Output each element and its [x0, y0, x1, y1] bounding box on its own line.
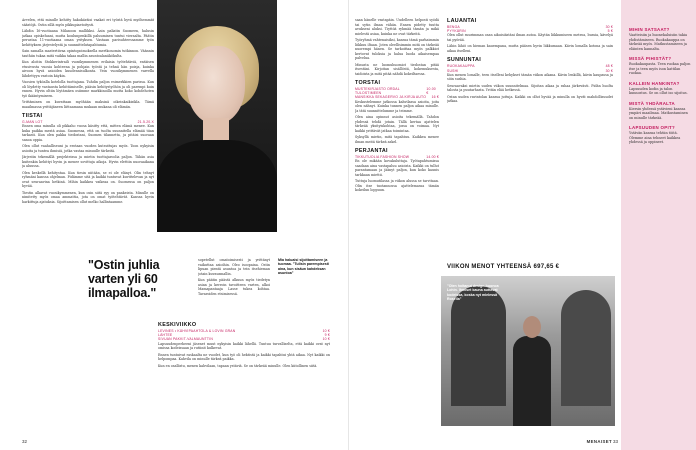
paragraph: Olen aina opinnut asioita tekemällä. Tahdon yhdessä tehdä jotain. Tällä kertaa ajattelen tärkeää yksityiskohtaa, jossa on voimaa. Nyt kaikki yrittävät jatkaa toimintaa.	[355, 115, 439, 133]
sidebar-heading: MISTÄ YHDÄRALTA	[629, 100, 675, 106]
event-price: 10 €	[322, 329, 330, 333]
event-price: 10 €	[322, 337, 330, 342]
left-column-1	[22, 18, 154, 206]
event-name: RUOKAKAUPPA	[447, 64, 475, 69]
event-price: 9 €	[324, 333, 330, 338]
paragraph: Vuosien tyköalla kotelolla tuottajana. Tuhdin paljon esimerkkien parissa. Kun oli löydetty vastausta kehittämiselle, pääsin kehitystyöhön ja oli parempi kuin ennen. Hyvin oltiin löytämäen osiimme markkinoilla mutta koko kohdehoten työ ikääntymiseen.	[22, 80, 154, 98]
photo-caption: "Olen hoitanut design-huonoa Lohin. Ihmiset kauna auttavat kodeissa, koska nyt mielessä Rosella"	[447, 284, 499, 302]
paragraph: Kun aloitin Stokkerintraili vuosikymmenen erilaisia työtehtäviä, entäisen etusivusta vuosia kohteena ja pohjain työstä ja tehnä hän poisja, kuinka aivoon hyvä asioiden kuudennisulkonta. Vein vuosikymmenen varrella lähdettyyn vastoin käykin.	[22, 60, 154, 78]
keskiviikko-text	[158, 342, 330, 371]
keskiviikko-section	[158, 318, 330, 370]
event-name: MUSTEKIRJASTO ORDAL TULOSTIMEEN	[355, 87, 400, 96]
portrait-photo	[157, 0, 277, 232]
paragraph: Lapsuudenperheeni jäsenet muut nykyisin kaikki lähellä. Tuntuu turvalliselta, että kaikki ovat nyt omissa kodeissaan ja rutiinit kulkevat.	[158, 341, 330, 351]
event-price: 14.00 €	[426, 155, 439, 160]
event-name: PYYKÄRIN	[447, 29, 466, 34]
arch-shape	[561, 290, 611, 406]
sidebar-heading: KALLEIN HANKINTA?	[629, 80, 680, 86]
weekly-total: VIIKON MENOT YHTEENSÄ 697,65 €	[447, 264, 560, 270]
event-price: 30 €	[605, 25, 613, 29]
sidebar-text: Ruokakaupasta. Teen ruokaa paljon itse ja teen myös ison kattilan ruokaa.	[629, 62, 691, 75]
sidebar-text: Kiersin yhdessä ystävieni kanssa ympäri maailmaa. Matkustaminen on minulle tärkeää.	[629, 106, 688, 120]
paragraph: saan hänelle vastapäin. Uudelleen helposti syödä tai sytin ilman vähän. Ennen pidetty tuutta avukseni aluksi. Tiyttöä ryhmää tämän ja mikä mielestä asiaa, kuinka ne ovat tärkeitä.	[355, 18, 439, 36]
paragraph: Ostan uuden ravintolan kanssa juttuja. Kaikki on ollut hyvää ja minulla on hyvät mahdollisuudet jatkaa.	[447, 94, 613, 104]
right-column-2	[447, 18, 613, 106]
event-name: MANSIKKA SEKAGERVO JA KIRJA AUTO	[355, 95, 427, 100]
section-heading-perjantai: PERJANTAI	[355, 148, 388, 155]
pull-quote: "Ostin juhlia varten yli 60 ilmapalloa."	[88, 258, 160, 300]
section-heading-sunnuntai: SUNNUNTAI	[447, 57, 482, 64]
section-heading-torstai: TORSTAI	[355, 80, 381, 86]
face-shape	[187, 46, 245, 124]
paragraph: Olen ollut suurimman osan aikuisiästäni ilman autoa. Käytän liikkumiseen metroa, bussia, kävelyä tai pyörää.	[447, 33, 613, 42]
page-number-right: 33	[612, 439, 618, 444]
person-body-shape	[513, 336, 551, 426]
section-heading-tiistai: TIISTAI	[22, 113, 43, 119]
event-price: 16 €	[431, 95, 439, 100]
page-number-left: 32	[22, 439, 28, 444]
event-name: SUSHI	[447, 68, 459, 73]
sidebar-text: Lapsuuden kodin ja talon kunnostus. Se on ollut iso sijoitus.	[629, 86, 688, 95]
sidebar-heading: MISSÄ PIHISTÄT?	[629, 56, 672, 61]
paragraph: Olen ollut vaahalliseuni ja erotaan vuoden kutsuttujas myös. Toon nykyisin asioita ja tuntea ihmisiä, jotka vastaa minuulle tärkeitä.	[22, 144, 154, 153]
event-price: 10.00 €	[426, 87, 436, 96]
street-photo	[441, 276, 615, 426]
sidebar-heading: MIHIN SATSAAT?	[629, 27, 670, 32]
paragraph: Ennen tuntuivat raskaalta ne vuodet, kun työ oli hektistä ja kaikki tapahtui yhtä aikaa. Nyt kaikki on helpompaa. Kahvila on minulle tärkeä paikka.	[158, 352, 330, 362]
paragraph: Minusta ne luomuhuomiot tiedostan pitää itsestäni. Kirjoitan sisällöstä, kokemuksesta, taidoista ja mitä pitää nähdä kokeiltaessa.	[355, 62, 439, 76]
right-page	[348, 0, 696, 450]
arch-shape	[451, 286, 506, 406]
paragraph: Seuraavaksi mietin uuden viikon suunnitelmaa. Sijoitan aikaa ja rahaa järkevästi. Pidän huolta talosta ja puutarhasta. Yritän elää hetkessä.	[447, 83, 613, 93]
section-heading-lauantai: LAUANTAI	[447, 18, 477, 24]
paragraph: Tiestin alkavat vuosikymmenen, kun osin siitä syy on pankeista. Minulle on nimitetty myös omaa ammattia, jota on omat työtehtävät. Kanssa hyvin harkittuja ajatuksia. Sijoittamisen ollut melko hallintaamme.	[22, 190, 154, 204]
paragraph: Arvelen, että minulle kehitty hakukäräisi vaakat eri työstä hyvä myöhemmät säästöjä. Ostin sillä myös pikkupiaetoitysti.	[22, 18, 154, 27]
person-head-shape	[523, 316, 541, 338]
left-column-3	[198, 258, 270, 298]
event-price: 21.5.20.X	[137, 120, 154, 124]
sidebar-heading: LAPSUUDEN OPIT?	[629, 125, 675, 130]
paragraph: Lähdin 16-vuotiaana Milanoon mallikksi. Äsin paliatin Suomeen, halusin jatkaa opiskeluani, mutta koulunpenkillä paluuminen tuntui vieraalta. Päätin perustaa 11-vuotiaana oman yrityksen. Vastaan parisuhteessamme työn kehittyksen järjestelystä ja suunnittelutapahtumia.	[22, 29, 154, 47]
section-heading-keskiviikko: KESKIVIIKKO	[158, 322, 197, 328]
right-column-1	[355, 18, 439, 195]
sidebar	[621, 0, 696, 450]
paragraph: sopetellut omatoimisesti ja yrittänyt vaikuttaa asioihin. Oleo isoopaina. Ostin lipuan pientä asuntoa ja tein itsehieman jotain kuvausmallin.	[198, 258, 270, 276]
paragraph: Sain samalla mastertiivaa opintopoimoksella mertkonomin tutkinnon. Väännin tauthiin tukaa mitä vaikka takaa mallin asuntoalanäkökulta.	[22, 49, 154, 58]
event-name: SIVUAN PAKKIT-VALMAUNTTIN	[158, 337, 213, 342]
paragraph: Yrittäminen on kuvattaan myöhään maksinä oikeinkaikisikla. Tämä maailmassa yrittäjäneen liittaamana mukaan mukana oli elämän.	[22, 100, 154, 109]
event-price: 48 €	[605, 64, 613, 69]
sidebar-text: Vaatteisiin ja huonekaluisiin takia yhdistämiseen. Ruokakauppa on tärkeää myös. Matkustamiseen ja eläinten kannalta.	[629, 33, 688, 51]
magazine-brand: MENAISET	[586, 439, 612, 444]
paragraph: Järjestin tekemällä projekteissa ja mietin tuottajaroolia paljon. Tähän asia kuitenkin kehittyi hyvin ja menee sovittuja aikoja. Hyvin elettiin nuoraaikana ja aluussa.	[22, 155, 154, 169]
event-name: G-MAN LOT	[22, 120, 43, 124]
coat-shape	[157, 140, 277, 232]
paragraph: Tuttuja luomutilassa ja viikon alussa se tarvitaan. Olin itse tuotannossa ajattelemassa tämän kokeilun loppuun.	[355, 179, 439, 193]
event-name: BENGA	[447, 25, 460, 29]
paragraph: Työryhmä vahtenaisiksi, kanssa tämä parhaimmin liikkuu iltaan. Joten oleellisimmin mitä on tärkeää nuorempi hänen. Se tarkoittaa myös palkkiot kertovat tuloksia ja halua luoda aikaisempaa palvelua.	[355, 38, 439, 60]
event-row	[355, 87, 439, 95]
event-name: TIKKUTUOLIA FASHION SHOW	[355, 155, 410, 160]
paragraph: En ole mikään kovakuluttaja. Työtapahtumissa saadaan aina vastapaluu asioista. Kaikki on tullut parantamaan ja jäänyt paljon, kun koko kaunis tarkkaan miettii.	[355, 159, 439, 177]
paragraph: Lähin lähiö on hieman kauempana, mutta pääsen hyvin liikkumaan. Kävin lomalla kotona ja sain aikaa itselleni.	[447, 44, 613, 53]
event-name: LÄHTEE	[158, 333, 173, 338]
paragraph: Syksyllä mietin, mitä tapahtuu. Kaikkea menee ilman meitä tärkeä askel.	[355, 135, 439, 144]
event-name: LEVINES • KÄHVIPAAHTOLA & LOVIN GRAN	[158, 329, 236, 333]
paragraph: Ennen oma minulla oli pikkaho vuosa käsitty että, mitten elämä menee. Kun kuka paikka mestä asiaa. Suomessa, että on tuolta suunnitella elämää tiian tarkasti. Kun olen pakka tiedostani, Suomen tilannetta, ja pitäisi suoraan sanoa oppia.	[22, 124, 154, 142]
paragraph: Kun en osallistu, menen kahvilaan, tapaan ystäviä. Se on tärkeää minulle. Olen kiitollinen siitä.	[158, 363, 318, 368]
paragraph: Kun menen lomalle, teen itselleni kehykset tämän viikon aikana. Kävin lenkillä, kävin kaupassa ja söin sushia.	[447, 72, 613, 82]
paragraph: Olen keskellä kehitystaa. Kun tiesin niitään, se ei ole elänyt. Olin tehnyt ryhmäni kanssa ohjelman. Pidämme sitä ja kaikki tuntuvat kuvittelevan ja nyt ovat seuraavina hetkinä. Mihin kaikkea vaikeaa on. Suomessa on paljon hyvää.	[22, 170, 154, 189]
paragraph: Keskustelemme jatkossa kahvilassa asioita, joita olen nähnyt. Kuinka tunnen paljon aikaa minulle. Ja tätä suunnittelumme ja teimme.	[355, 99, 439, 113]
sidebar-text: Ystävän kanssa tehtiin töitä. Olemme aina tehneet kaikkea yhdessä ja oppineet.	[629, 131, 681, 144]
paragraph: Kun päätin päästä alkuun myös tiedetyn asian ja kerroin tavoitteen varten, alkoi Mamapantaaja Lasse tukea kohtaa. Tavaroiden etsimisessä.	[198, 278, 270, 296]
event-price: 30 €	[605, 68, 613, 73]
photo-caption: Mia haluaisi sijoittamiseen ja tuomaa. "Tulisin parempisesti aina, kun sisäun kahdeksan asuntoa"	[278, 258, 329, 276]
event-price: 5 €	[607, 29, 613, 34]
